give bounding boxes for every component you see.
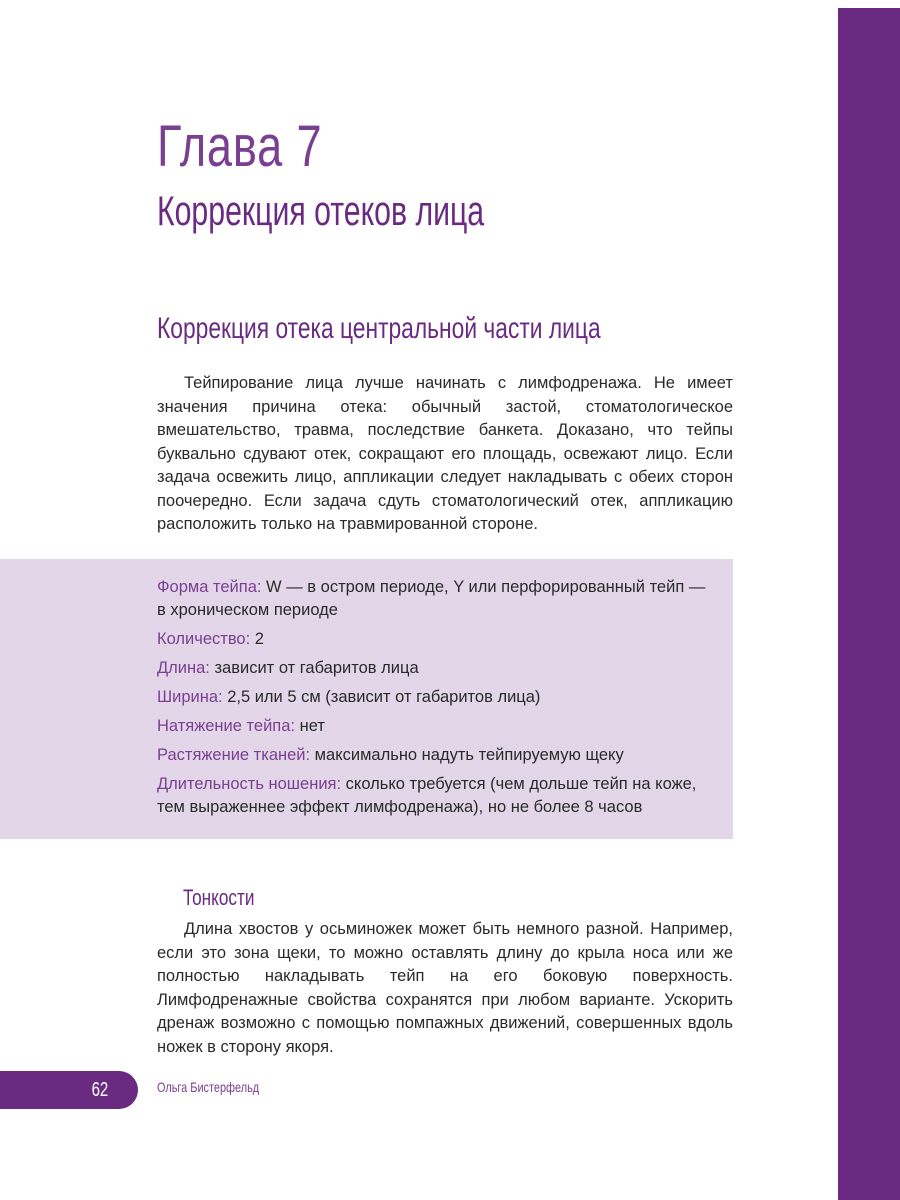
tips-title: Тонкости bbox=[183, 885, 255, 910]
chapter-number: Глава 7 bbox=[157, 114, 323, 179]
spec-label: Форма тейпа: bbox=[157, 578, 262, 596]
chapter-title: Коррекция отеков лица bbox=[157, 187, 485, 234]
spec-row-stretch bbox=[157, 744, 717, 767]
page-number-tab bbox=[0, 1071, 138, 1109]
spec-label: Растяжение тканей: bbox=[157, 746, 311, 764]
author-name: Ольга Бистерфельд bbox=[157, 1079, 260, 1095]
spec-row-width bbox=[157, 686, 717, 709]
spec-label: Ширина: bbox=[157, 688, 223, 706]
spec-row-duration bbox=[157, 773, 717, 819]
spec-row-tension bbox=[157, 715, 717, 738]
spec-label: Длительность ношения: bbox=[157, 775, 342, 793]
spec-value: 2 bbox=[250, 630, 264, 648]
spec-row-length bbox=[157, 657, 717, 680]
spec-label: Натяжение тейпа: bbox=[157, 717, 295, 735]
spec-list bbox=[157, 576, 717, 825]
spec-row-form bbox=[157, 576, 717, 622]
section-title: Коррекция отека центральной части лица bbox=[157, 312, 601, 345]
spec-value: нет bbox=[295, 717, 325, 735]
spec-value: сколько требуется (чем дольше тейп на коже, тем выраженнее эффект лимфодренажа), но не более 8 часов bbox=[157, 775, 697, 816]
page-number: 62 bbox=[91, 1079, 108, 1101]
tips-paragraph: Длина хвостов у осьминожек может быть немного разной. Например, если это зона щеки, то можно оставлять длину до крыла носа или же полностью накладывать тейп на его боковую поверхность. Лимфодренажные свойства сохранятся при любом варианте. Ускорить дренаж возможно с помощью помпажных движений, совершенных вдоль ножек в сторону якоря. bbox=[157, 920, 733, 1056]
spec-value: максимально надуть тейпируемую щеку bbox=[310, 746, 624, 764]
tips-text bbox=[157, 918, 733, 1059]
spec-value: 2,5 или 5 см (зависит от габаритов лица) bbox=[222, 688, 541, 706]
intro-text bbox=[157, 372, 733, 537]
spec-label: Количество: bbox=[157, 630, 251, 648]
intro-paragraph: Тейпирование лица лучше начинать с лимфодренажа. Не имеет значения причина отека: обычный застой, стоматологическое вмешательство, травма, последствие банкета. Доказано, что тейпы буквально сдувают отек, сокращают его площадь, освежают лицо. Если задача освежить лицо, аппликации следует накладывать с обеих сторон поочередно. Если задача сдуть стоматологический отек, аппликацию расположить только на травмированной стороне. bbox=[157, 374, 733, 533]
side-color-bar bbox=[838, 8, 900, 1200]
spec-row-count bbox=[157, 628, 717, 651]
spec-value: зависит от габаритов лица bbox=[209, 659, 419, 677]
spec-value: W — в остром периоде, Y или перфорированный тейп — в хроническом периоде bbox=[157, 578, 706, 619]
spec-label: Длина: bbox=[157, 659, 210, 677]
